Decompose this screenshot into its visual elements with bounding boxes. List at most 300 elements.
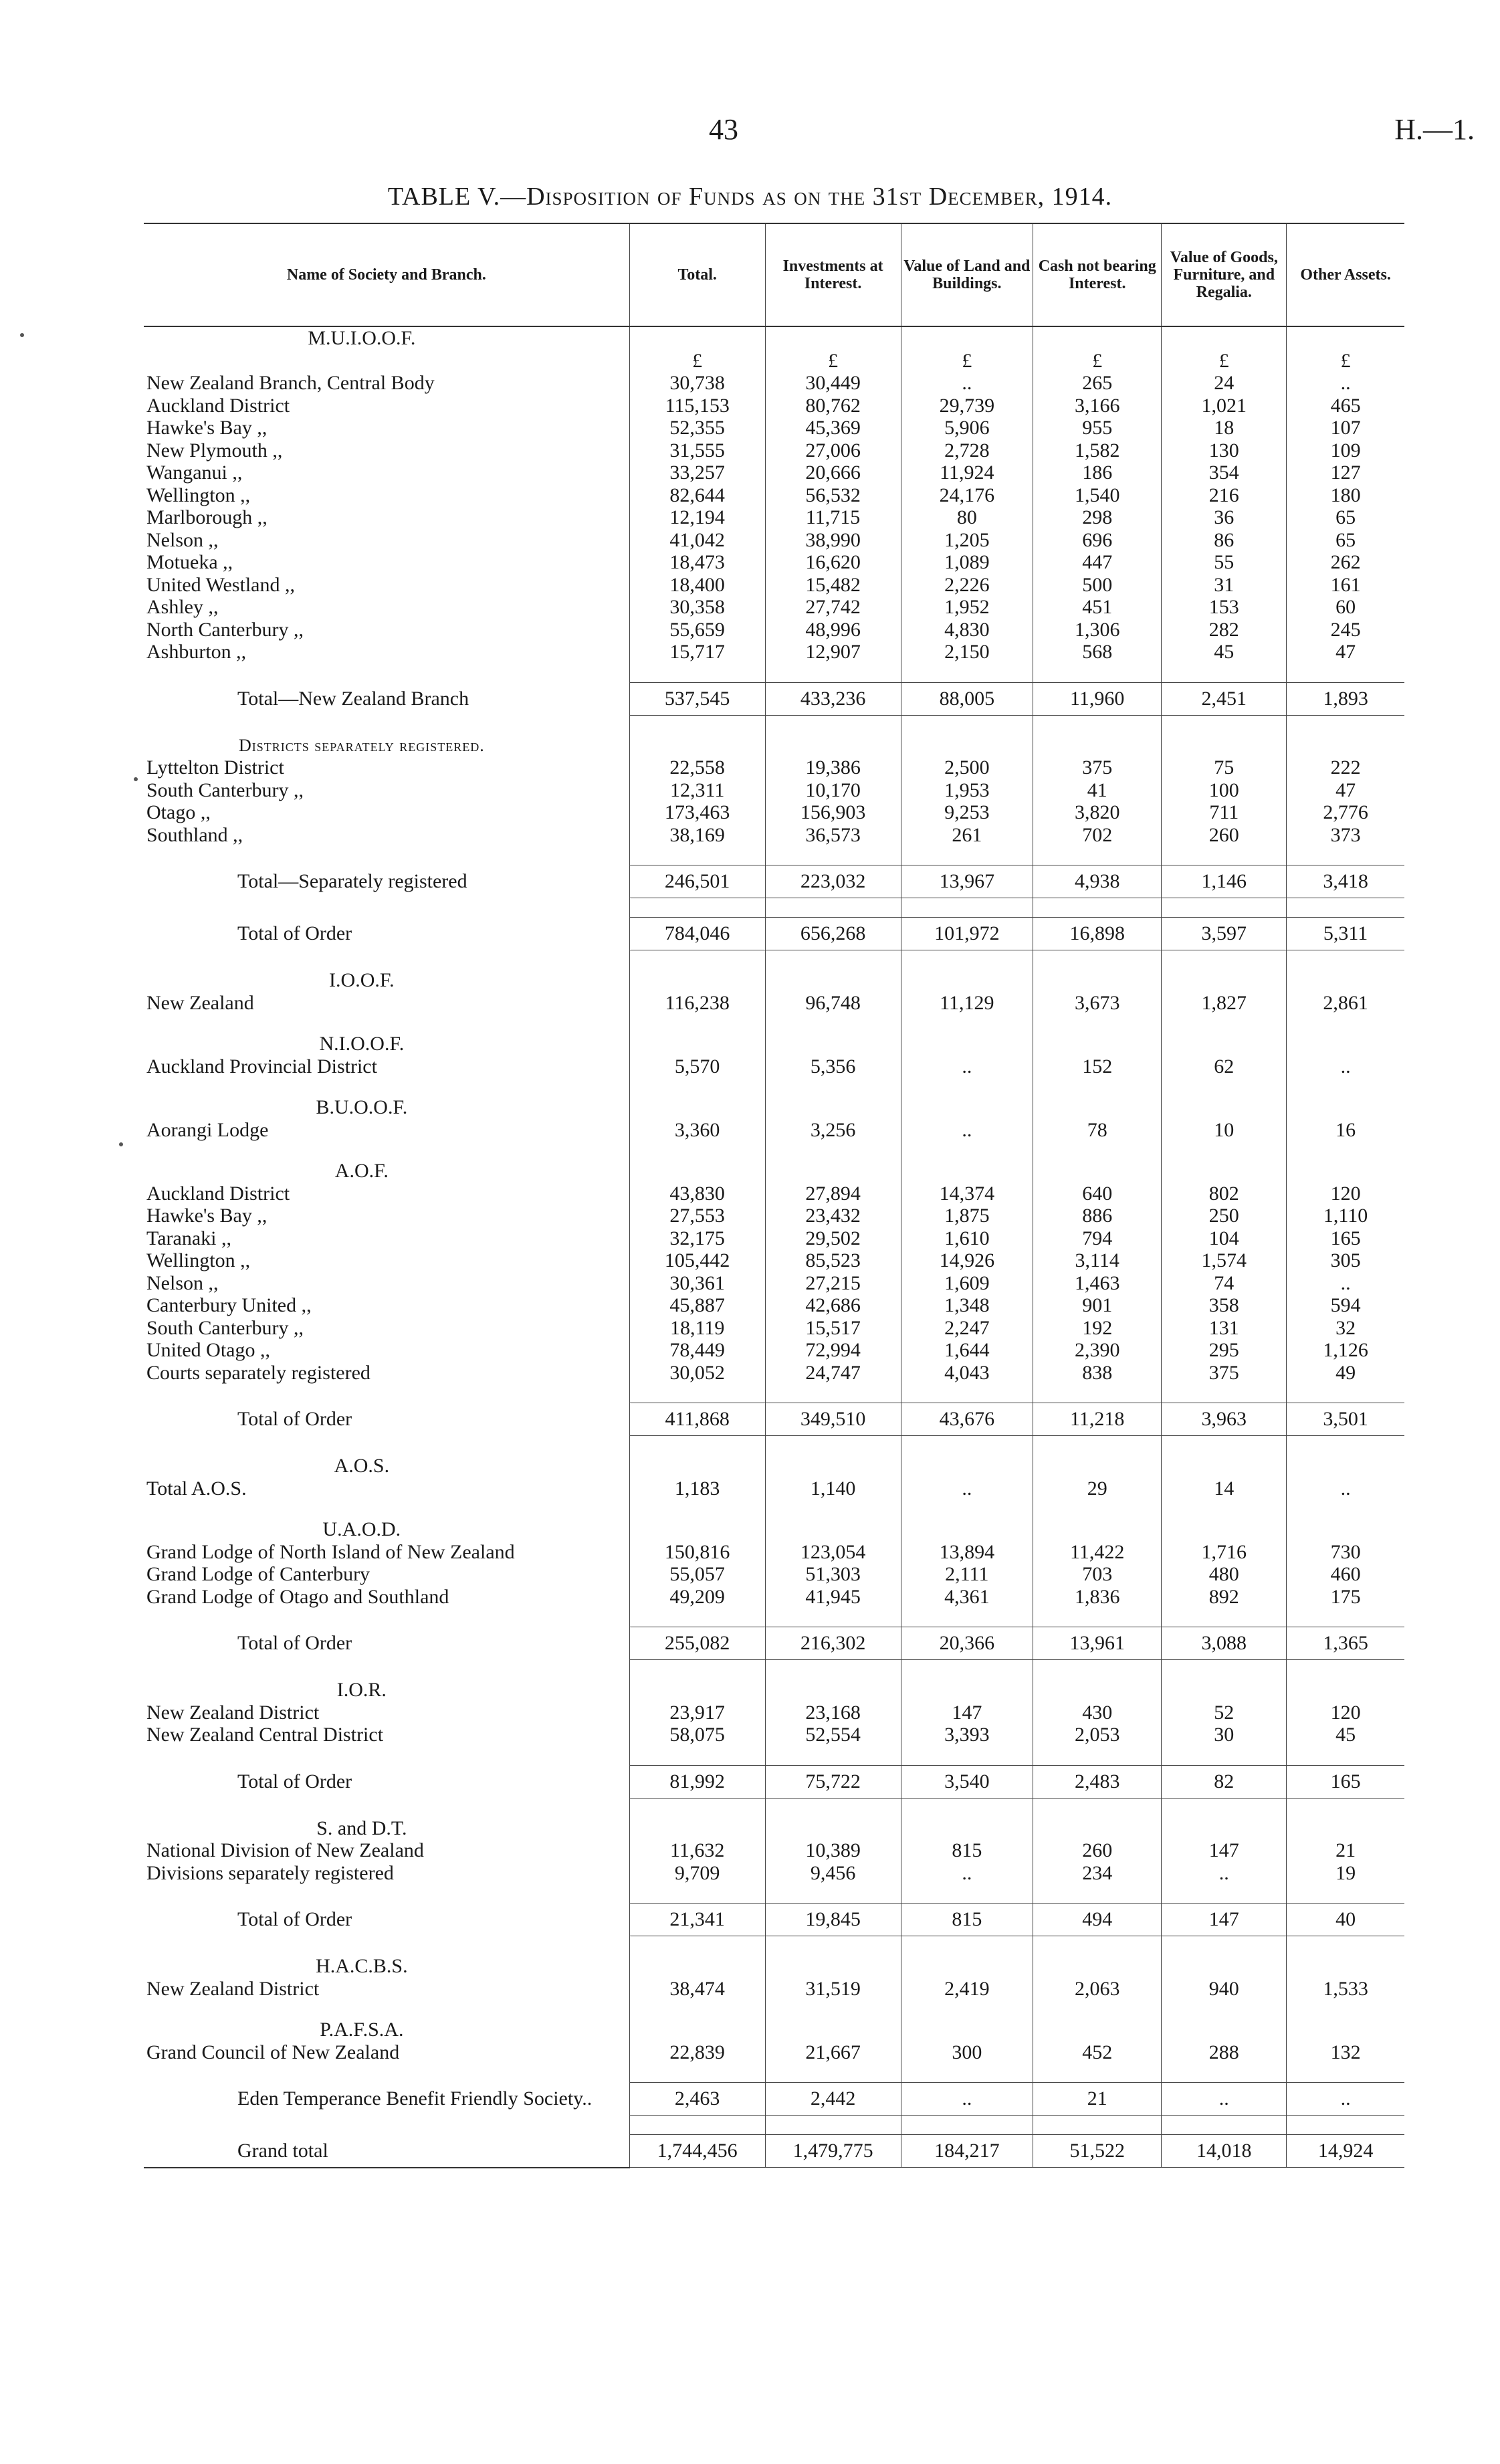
empty-cell — [144, 1798, 629, 1817]
cell-investments: 80,762 — [765, 395, 901, 417]
cell-goods: 31 — [1162, 574, 1287, 597]
table-row — [144, 439, 1404, 462]
cell-goods: 3,963 — [1162, 1403, 1287, 1436]
empty-cell — [1287, 1160, 1404, 1183]
empty-cell — [1162, 898, 1287, 918]
empty-cell — [901, 969, 1033, 992]
cell-goods: 802 — [1162, 1183, 1287, 1205]
empty-cell — [765, 1014, 901, 1033]
empty-cell — [765, 1077, 901, 1096]
cell-other: 5,311 — [1287, 918, 1404, 950]
section-heading-row — [144, 1033, 1404, 1055]
section-heading: A.O.S. — [334, 1455, 390, 1477]
spacer-row — [144, 715, 1404, 734]
cell-land: 9,253 — [901, 801, 1033, 824]
empty-cell — [1033, 1096, 1162, 1119]
row-label: Nelson ,, — [146, 1271, 219, 1294]
section-heading-row — [144, 1455, 1404, 1477]
empty-cell — [1033, 663, 1162, 683]
empty-cell — [1033, 1436, 1162, 1455]
empty-cell — [765, 1798, 901, 1817]
cell-total: 58,075 — [629, 1724, 765, 1746]
empty-cell — [901, 2063, 1033, 2083]
row-label: Grand Council of New Zealand — [146, 2041, 400, 2063]
cell-other: 222 — [1287, 756, 1404, 779]
spacer-row — [144, 2000, 1404, 2019]
cell-total: 537,545 — [629, 682, 765, 715]
cell-land: 4,043 — [901, 1362, 1033, 1384]
section-heading-row — [144, 1679, 1404, 1702]
cell-cash: 11,218 — [1033, 1403, 1162, 1436]
speck-mark — [134, 777, 138, 781]
cell-other: 594 — [1287, 1294, 1404, 1317]
cell-cash: 447 — [1033, 551, 1162, 574]
cell-other: 3,501 — [1287, 1403, 1404, 1436]
empty-cell — [629, 1436, 765, 1455]
section-heading: N.I.O.O.F. — [319, 1033, 405, 1055]
spacer-row — [144, 1384, 1404, 1403]
row-label: Grand total — [144, 2135, 629, 2168]
cell-goods: 24 — [1162, 372, 1287, 395]
cell-goods: 75 — [1162, 756, 1287, 779]
cell-land: 101,972 — [901, 918, 1033, 950]
cell-investments: 30,449 — [765, 372, 901, 395]
cell-other: 16 — [1287, 1119, 1404, 1142]
empty-cell — [629, 1798, 765, 1817]
table-row — [144, 1317, 1404, 1340]
cell-goods: 1,574 — [1162, 1249, 1287, 1272]
cell-investments: 51,303 — [765, 1563, 901, 1586]
empty-cell — [1162, 2063, 1287, 2083]
cell-land: 3,540 — [901, 1765, 1033, 1798]
section-heading-row — [144, 1817, 1404, 1840]
cell-cash: 794 — [1033, 1227, 1162, 1250]
cell-cash: 11,422 — [1033, 1541, 1162, 1564]
cell-cash: 41 — [1033, 779, 1162, 802]
empty-cell — [1287, 326, 1404, 350]
empty-cell — [1162, 1746, 1287, 1766]
empty-cell — [765, 950, 901, 970]
empty-cell — [901, 1955, 1033, 1978]
table-row — [144, 1839, 1404, 1862]
empty-cell — [144, 2116, 629, 2135]
cell-investments: 85,523 — [765, 1249, 901, 1272]
empty-cell — [901, 715, 1033, 734]
empty-cell — [901, 1936, 1033, 1956]
empty-cell — [144, 1014, 629, 1033]
cell-goods: 3,088 — [1162, 1627, 1287, 1660]
cell-land: 5,906 — [901, 417, 1033, 439]
header-total: Total. — [629, 223, 765, 326]
empty-cell — [901, 1817, 1033, 1840]
empty-cell — [144, 1660, 629, 1679]
table-title-text: Disposition of Funds as on the 31st December, 1914. — [526, 183, 1113, 211]
cell-investments: 31,519 — [765, 1978, 901, 2000]
row-label: Total of Order — [237, 1908, 352, 1930]
row-label: North Canterbury ,, — [146, 618, 304, 641]
row-label: New Zealand Branch, Central Body — [146, 372, 435, 394]
empty-cell — [1162, 1096, 1287, 1119]
grand-total-row — [144, 2135, 1404, 2168]
cell-other: 47 — [1287, 641, 1404, 663]
spacer-row — [144, 2063, 1404, 2083]
spacer-row — [144, 1608, 1404, 1627]
empty-cell — [1162, 1077, 1287, 1096]
cell-cash: 186 — [1033, 461, 1162, 484]
empty-cell — [629, 1014, 765, 1033]
section-heading-row — [144, 1160, 1404, 1183]
table-row — [144, 824, 1404, 847]
cell-goods: 940 — [1162, 1978, 1287, 2000]
table-row — [144, 1205, 1404, 1227]
total-row — [144, 1627, 1404, 1660]
empty-cell — [765, 1096, 901, 1119]
cell-land: 11,129 — [901, 992, 1033, 1015]
cell-land: 88,005 — [901, 682, 1033, 715]
cell-other: 47 — [1287, 779, 1404, 802]
empty-cell — [1033, 969, 1162, 992]
cell-total: 52,355 — [629, 417, 765, 439]
table-row — [144, 756, 1404, 779]
empty-cell — [1287, 1518, 1404, 1541]
cell-investments: 5,356 — [765, 1055, 901, 1078]
total-row — [144, 865, 1404, 898]
empty-cell — [765, 846, 901, 865]
empty-cell — [144, 1746, 629, 1766]
cell-other: 65 — [1287, 529, 1404, 552]
empty-cell — [901, 1014, 1033, 1033]
empty-cell — [1033, 326, 1162, 350]
table-row — [144, 551, 1404, 574]
cell-land: 3,393 — [901, 1724, 1033, 1746]
cell-other: 14,924 — [1287, 2135, 1404, 2168]
cell-other: 107 — [1287, 417, 1404, 439]
cell-other: 1,365 — [1287, 1627, 1404, 1660]
empty-cell — [1162, 715, 1287, 734]
row-label: Auckland District — [146, 394, 290, 417]
cell-goods: 1,021 — [1162, 395, 1287, 417]
cell-total: 30,361 — [629, 1272, 765, 1295]
empty-cell — [1287, 1436, 1404, 1455]
empty-cell — [765, 1518, 901, 1541]
empty-cell — [1162, 1014, 1287, 1033]
empty-cell — [1033, 1884, 1162, 1904]
empty-cell — [765, 734, 901, 757]
cell-other: 245 — [1287, 619, 1404, 641]
empty-cell — [765, 1955, 901, 1978]
empty-cell — [629, 2063, 765, 2083]
cell-land: 1,875 — [901, 1205, 1033, 1227]
section-heading-row — [144, 734, 1404, 757]
empty-cell — [1033, 1384, 1162, 1403]
cell-cash: 568 — [1033, 641, 1162, 663]
spacer-row — [144, 950, 1404, 970]
section-heading-row — [144, 1955, 1404, 1978]
row-label: Ashley ,, — [146, 596, 219, 618]
empty-cell — [1162, 1436, 1287, 1455]
cell-cash: 152 — [1033, 1055, 1162, 1078]
cell-cash: 430 — [1033, 1702, 1162, 1724]
table-row — [144, 619, 1404, 641]
spacer-row — [144, 1884, 1404, 1904]
empty-cell — [1162, 1817, 1287, 1840]
document-reference: H.—1. — [1394, 113, 1475, 146]
empty-cell — [1033, 734, 1162, 757]
cell-total: 12,194 — [629, 506, 765, 529]
cell-land: 43,676 — [901, 1403, 1033, 1436]
cell-total: 30,052 — [629, 1362, 765, 1384]
cell-investments: 19,845 — [765, 1904, 901, 1936]
spacer-row — [144, 1798, 1404, 1817]
cell-total: 82,644 — [629, 484, 765, 507]
empty-cell — [901, 1160, 1033, 1183]
currency-symbol: £ — [1033, 350, 1162, 373]
row-label: Grand Lodge of North Island of New Zealand — [146, 1540, 515, 1563]
empty-cell — [765, 1384, 901, 1403]
empty-cell — [1287, 950, 1404, 970]
cell-goods: 480 — [1162, 1563, 1287, 1586]
empty-cell — [144, 1500, 629, 1518]
table-row — [144, 1183, 1404, 1205]
spacer-row — [144, 1500, 1404, 1518]
cell-other: 1,893 — [1287, 682, 1404, 715]
table-title — [0, 182, 1500, 211]
empty-cell — [629, 1679, 765, 1702]
empty-cell — [765, 663, 901, 683]
row-label: National Division of New Zealand — [146, 1839, 424, 1861]
cell-cash: 451 — [1033, 596, 1162, 619]
cell-goods: 14 — [1162, 1477, 1287, 1500]
cell-total: 32,175 — [629, 1227, 765, 1250]
empty-cell — [1033, 1500, 1162, 1518]
cell-goods: 62 — [1162, 1055, 1287, 1078]
cell-total: 173,463 — [629, 801, 765, 824]
row-label: New Plymouth ,, — [146, 439, 283, 461]
cell-cash: 3,114 — [1033, 1249, 1162, 1272]
cell-land: 29,739 — [901, 395, 1033, 417]
cell-cash: 452 — [1033, 2041, 1162, 2064]
row-label: Total of Order — [237, 1770, 352, 1792]
total-row — [144, 682, 1404, 715]
table-row — [144, 1541, 1404, 1564]
row-label: Otago ,, — [146, 801, 211, 823]
empty-cell — [901, 663, 1033, 683]
cell-land: 80 — [901, 506, 1033, 529]
empty-cell — [1033, 1817, 1162, 1840]
currency-symbol: £ — [1287, 350, 1404, 373]
cell-cash: 192 — [1033, 1317, 1162, 1340]
row-label: New Zealand Central District — [146, 1724, 384, 1746]
empty-cell — [629, 898, 765, 918]
cell-investments: 41,945 — [765, 1586, 901, 1609]
total-row — [144, 918, 1404, 950]
cell-goods: 52 — [1162, 1702, 1287, 1724]
cell-land: 13,967 — [901, 865, 1033, 898]
empty-cell — [901, 1077, 1033, 1096]
cell-other: .. — [1287, 1477, 1404, 1500]
empty-cell — [1287, 898, 1404, 918]
cell-total: 38,474 — [629, 1978, 765, 2000]
empty-cell — [629, 1746, 765, 1766]
empty-cell — [1033, 1660, 1162, 1679]
cell-total: 5,570 — [629, 1055, 765, 1078]
cell-investments: 12,907 — [765, 641, 901, 663]
empty-cell — [1162, 663, 1287, 683]
table-title-prefix: TABLE V.— — [387, 183, 527, 211]
cell-goods: 147 — [1162, 1904, 1287, 1936]
empty-cell — [1162, 1500, 1287, 1518]
empty-cell — [901, 1746, 1033, 1766]
cell-cash: 4,938 — [1033, 865, 1162, 898]
empty-cell — [765, 898, 901, 918]
cell-other: 32 — [1287, 1317, 1404, 1340]
cell-investments: 96,748 — [765, 992, 901, 1015]
empty-cell — [1162, 1660, 1287, 1679]
spacer-row — [144, 1436, 1404, 1455]
cell-total: 18,119 — [629, 1317, 765, 1340]
cell-goods: 354 — [1162, 461, 1287, 484]
header-goods: Value of Goods, Furniture, and Regalia. — [1162, 223, 1287, 326]
cell-cash: 21 — [1033, 2083, 1162, 2116]
cell-investments: 21,667 — [765, 2041, 901, 2064]
cell-other: 373 — [1287, 824, 1404, 847]
cell-other: 1,110 — [1287, 1205, 1404, 1227]
cell-investments: 75,722 — [765, 1765, 901, 1798]
cell-cash: 702 — [1033, 824, 1162, 847]
empty-cell — [1287, 846, 1404, 865]
empty-cell — [1287, 1884, 1404, 1904]
cell-investments: 10,170 — [765, 779, 901, 802]
empty-cell — [629, 950, 765, 970]
cell-goods: .. — [1162, 1862, 1287, 1885]
cell-total: 784,046 — [629, 918, 765, 950]
header-cash: Cash not bearing Interest. — [1033, 223, 1162, 326]
cell-goods: 295 — [1162, 1339, 1287, 1362]
spacer-row — [144, 898, 1404, 918]
cell-cash: 955 — [1033, 417, 1162, 439]
cell-land: .. — [901, 1862, 1033, 1885]
cell-land: .. — [901, 1055, 1033, 1078]
empty-cell — [629, 2116, 765, 2135]
cell-cash: 29 — [1033, 1477, 1162, 1500]
cell-land: 261 — [901, 824, 1033, 847]
cell-total: 38,169 — [629, 824, 765, 847]
cell-investments: 27,215 — [765, 1272, 901, 1295]
cell-investments: 15,517 — [765, 1317, 901, 1340]
cell-goods: 1,146 — [1162, 865, 1287, 898]
currency-symbol: £ — [765, 350, 901, 373]
cell-land: 147 — [901, 1702, 1033, 1724]
empty-cell — [144, 1384, 629, 1403]
cell-cash: 901 — [1033, 1294, 1162, 1317]
section-heading: S. and D.T. — [316, 1817, 407, 1839]
row-label: New Zealand District — [146, 1701, 320, 1724]
cell-goods: 100 — [1162, 779, 1287, 802]
cell-investments: 10,389 — [765, 1839, 901, 1862]
cell-goods: 82 — [1162, 1765, 1287, 1798]
cell-goods: 153 — [1162, 596, 1287, 619]
empty-cell — [1287, 1798, 1404, 1817]
table-row — [144, 1477, 1404, 1500]
row-label: Auckland Provincial District — [146, 1055, 377, 1077]
cell-goods: 45 — [1162, 641, 1287, 663]
empty-cell — [1287, 2019, 1404, 2041]
empty-cell — [1033, 898, 1162, 918]
speck-mark — [119, 1142, 123, 1146]
cell-land: 1,205 — [901, 529, 1033, 552]
cell-goods: 1,716 — [1162, 1541, 1287, 1564]
currency-symbol: £ — [1162, 350, 1287, 373]
empty-cell — [1287, 1033, 1404, 1055]
empty-cell — [765, 1033, 901, 1055]
currency-row — [144, 350, 1404, 373]
cell-other: 460 — [1287, 1563, 1404, 1586]
cell-goods: 104 — [1162, 1227, 1287, 1250]
cell-cash: 298 — [1033, 506, 1162, 529]
cell-total: 21,341 — [629, 1904, 765, 1936]
row-label: Aorangi Lodge — [146, 1118, 269, 1141]
cell-land: 2,419 — [901, 1978, 1033, 2000]
empty-cell — [629, 969, 765, 992]
empty-cell — [1162, 1884, 1287, 1904]
cell-land: 14,926 — [901, 1249, 1033, 1272]
row-label: Taranaki ,, — [146, 1227, 232, 1249]
cell-goods: 86 — [1162, 529, 1287, 552]
cell-cash: 234 — [1033, 1862, 1162, 1885]
cell-other: 132 — [1287, 2041, 1404, 2064]
empty-cell — [1033, 1160, 1162, 1183]
empty-cell — [144, 950, 629, 970]
table-row — [144, 1249, 1404, 1272]
empty-cell — [1033, 1518, 1162, 1541]
empty-cell — [1162, 2019, 1287, 2041]
cell-goods: 282 — [1162, 619, 1287, 641]
cell-goods: 288 — [1162, 2041, 1287, 2064]
cell-total: 105,442 — [629, 1249, 765, 1272]
cell-other: .. — [1287, 372, 1404, 395]
empty-cell — [901, 2019, 1033, 2041]
section-heading: I.O.O.F. — [329, 969, 395, 991]
empty-cell — [765, 1660, 901, 1679]
empty-cell — [144, 1141, 629, 1160]
cell-cash: 2,053 — [1033, 1724, 1162, 1746]
empty-cell — [1162, 1455, 1287, 1477]
cell-cash: 78 — [1033, 1119, 1162, 1142]
empty-cell — [144, 715, 629, 734]
cell-investments: 24,747 — [765, 1362, 901, 1384]
row-label: New Zealand District — [146, 1977, 320, 2000]
empty-cell — [1287, 969, 1404, 992]
section-heading: B.U.O.O.F. — [316, 1096, 408, 1118]
cell-cash: 1,582 — [1033, 439, 1162, 462]
cell-investments: 2,442 — [765, 2083, 901, 2116]
table-row — [144, 395, 1404, 417]
speck-mark — [20, 333, 24, 337]
empty-cell — [144, 663, 629, 683]
cell-cash: 13,961 — [1033, 1627, 1162, 1660]
row-label: New Zealand — [146, 991, 254, 1014]
table-body — [144, 326, 1404, 2168]
empty-cell — [629, 715, 765, 734]
empty-cell — [144, 898, 629, 918]
empty-cell — [901, 1884, 1033, 1904]
empty-cell — [1033, 950, 1162, 970]
total-row — [144, 1904, 1404, 1936]
cell-other: 161 — [1287, 574, 1404, 597]
table-row — [144, 1586, 1404, 1609]
cell-total: 1,744,456 — [629, 2135, 765, 2168]
cell-investments: 27,006 — [765, 439, 901, 462]
